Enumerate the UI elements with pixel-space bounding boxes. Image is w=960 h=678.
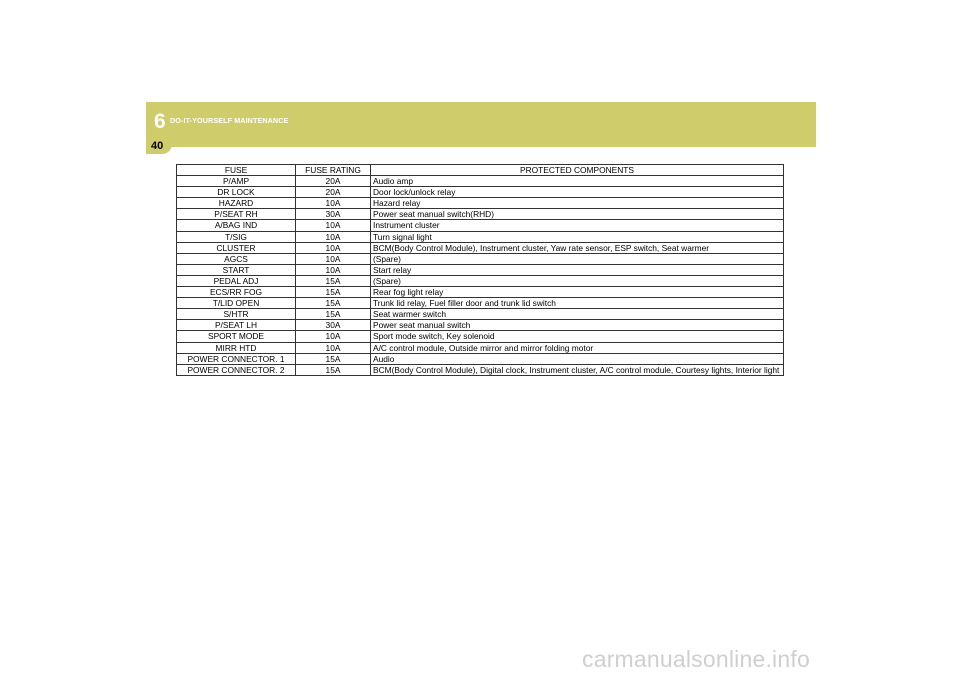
fuse-cell: POWER CONNECTOR. 1: [177, 353, 296, 364]
table-row: [177, 287, 784, 298]
fuse-table: [176, 164, 784, 376]
table-row: [177, 253, 784, 264]
components-cell: BCM(Body Control Module), Digital clock, Instrument cluster, A/C control module, Courtesy lights, Interior light: [371, 364, 784, 376]
table-row: [177, 231, 784, 242]
chapter-title: DO-IT-YOURSELF MAINTENANCE: [170, 116, 289, 125]
components-cell: Rear fog light relay: [371, 287, 784, 298]
fuse-cell: START: [177, 264, 296, 275]
table-row: [177, 353, 784, 364]
fuse-cell: T/SIG: [177, 231, 296, 242]
rating-cell: 15A: [296, 275, 371, 286]
rating-cell: 10A: [296, 198, 371, 209]
rating-cell: 15A: [296, 353, 371, 364]
fuse-table-body: [177, 176, 784, 376]
table-row: [177, 220, 784, 231]
fuse-cell: A/BAG IND: [177, 220, 296, 231]
table-row: [177, 320, 784, 331]
table-row: [177, 275, 784, 286]
components-cell: Power seat manual switch(RHD): [371, 209, 784, 220]
rating-cell: 15A: [296, 298, 371, 309]
table-row: [177, 209, 784, 220]
fuse-cell: DR LOCK: [177, 187, 296, 198]
column-header-fuse: FUSE: [177, 165, 296, 176]
table-row: [177, 331, 784, 342]
table-row: [177, 176, 784, 187]
table-row: [177, 242, 784, 253]
column-header-components: PROTECTED COMPONENTS: [371, 165, 784, 176]
fuse-cell: P/AMP: [177, 176, 296, 187]
rating-cell: 10A: [296, 231, 371, 242]
components-cell: Hazard relay: [371, 198, 784, 209]
column-header-rating: FUSE RATING: [296, 165, 371, 176]
fuse-cell: ECS/RR FOG: [177, 287, 296, 298]
rating-cell: 10A: [296, 242, 371, 253]
table-row: [177, 309, 784, 320]
table-row: [177, 264, 784, 275]
components-cell: Power seat manual switch: [371, 320, 784, 331]
components-cell: (Spare): [371, 275, 784, 286]
fuse-cell: S/HTR: [177, 309, 296, 320]
components-cell: Instrument cluster: [371, 220, 784, 231]
components-cell: Seat warmer switch: [371, 309, 784, 320]
components-cell: Start relay: [371, 264, 784, 275]
fuse-cell: HAZARD: [177, 198, 296, 209]
fuse-cell: PEDAL ADJ: [177, 275, 296, 286]
components-cell: Door lock/unlock relay: [371, 187, 784, 198]
rating-cell: 20A: [296, 187, 371, 198]
components-cell: (Spare): [371, 253, 784, 264]
table-header-row: [177, 165, 784, 176]
rating-cell: 10A: [296, 331, 371, 342]
fuse-cell: T/LID OPEN: [177, 298, 296, 309]
table-row: [177, 364, 784, 376]
rating-cell: 15A: [296, 364, 371, 376]
page-number: 40: [151, 140, 164, 152]
fuse-cell: AGCS: [177, 253, 296, 264]
table-row: [177, 298, 784, 309]
components-cell: A/C control module, Outside mirror and mirror folding motor: [371, 342, 784, 353]
fuse-cell: MIRR HTD: [177, 342, 296, 353]
rating-cell: 10A: [296, 220, 371, 231]
components-cell: Sport mode switch, Key solenoid: [371, 331, 784, 342]
fuse-cell: POWER CONNECTOR. 2: [177, 364, 296, 376]
rating-cell: 30A: [296, 209, 371, 220]
components-cell: Trunk lid relay, Fuel filler door and trunk lid switch: [371, 298, 784, 309]
components-cell: Audio amp: [371, 176, 784, 187]
fuse-cell: CLUSTER: [177, 242, 296, 253]
table-row: [177, 187, 784, 198]
fuse-cell: SPORT MODE: [177, 331, 296, 342]
fuse-cell: P/SEAT LH: [177, 320, 296, 331]
rating-cell: 15A: [296, 309, 371, 320]
rating-cell: 10A: [296, 253, 371, 264]
rating-cell: 10A: [296, 342, 371, 353]
components-cell: BCM(Body Control Module), Instrument cluster, Yaw rate sensor, ESP switch, Seat warmer: [371, 242, 784, 253]
components-cell: Audio: [371, 353, 784, 364]
rating-cell: 30A: [296, 320, 371, 331]
fuse-cell: P/SEAT RH: [177, 209, 296, 220]
rating-cell: 15A: [296, 287, 371, 298]
rating-cell: 20A: [296, 176, 371, 187]
components-cell: Turn signal light: [371, 231, 784, 242]
chapter-number: 6: [154, 110, 166, 133]
watermark: carmanualsonline.info: [582, 646, 810, 672]
table-row: [177, 198, 784, 209]
rating-cell: 10A: [296, 264, 371, 275]
table-row: [177, 342, 784, 353]
